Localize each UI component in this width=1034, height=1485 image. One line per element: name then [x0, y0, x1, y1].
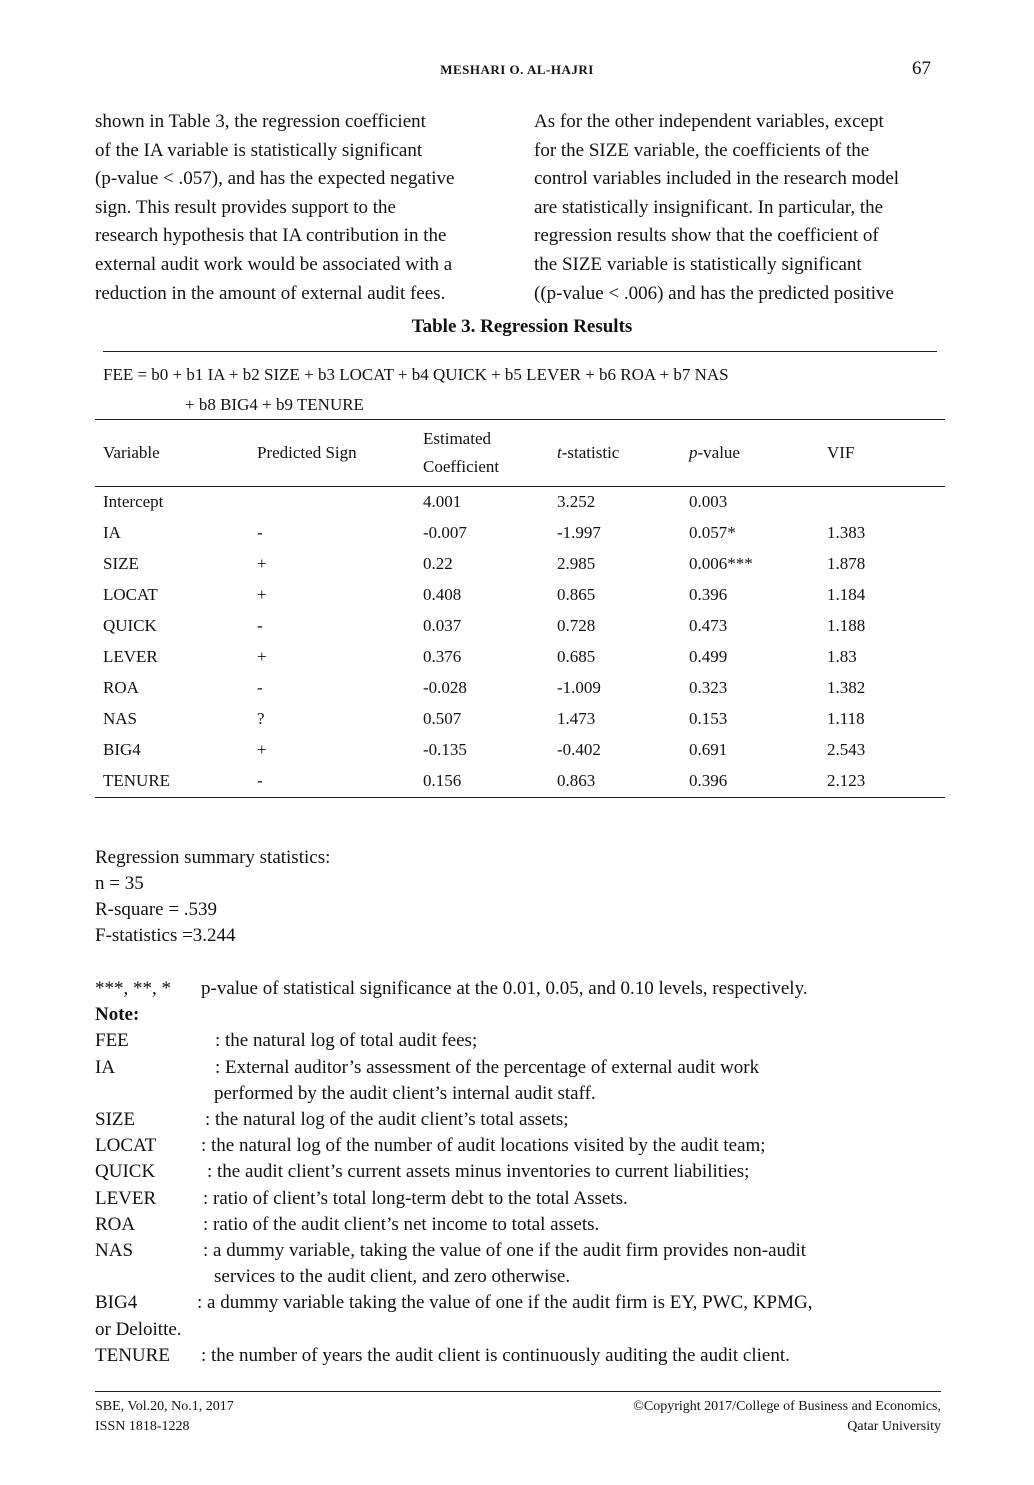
- header-p-italic: p: [689, 443, 698, 462]
- text-line: the SIZE variable is statistically significant: [534, 253, 862, 275]
- text-line: As for the other independent variables, except: [534, 111, 884, 132]
- cell-vif: 1.382: [827, 678, 866, 698]
- footer-journal-info: [95, 1397, 234, 1437]
- header-t-italic: t: [557, 443, 562, 462]
- text-line: of the IA variable is statistically significant: [95, 139, 423, 161]
- cell-predicted-sign: ?: [257, 709, 265, 729]
- cell-variable: SIZE: [103, 553, 139, 573]
- summary-f-statistics: F-statistics =3.244: [95, 925, 236, 946]
- cell-variable: NAS: [103, 709, 138, 729]
- cell-predicted-sign: -: [257, 615, 263, 635]
- cell-vif: 1.184: [827, 584, 866, 604]
- note-definition: : the number of years the audit client is continuously auditing the audit client.: [201, 1344, 790, 1366]
- running-header-author: MESHARI O. AL-HAJRI: [440, 62, 594, 77]
- text-line: for the SIZE variable, the coefficients of the: [534, 139, 870, 161]
- note-definition: : ratio of client’s total long-term debt to the total Assets.: [203, 1187, 628, 1209]
- cell-t-statistic: 1.473: [557, 709, 596, 729]
- cell-p-value: 0.003: [689, 491, 728, 511]
- cell-predicted-sign: [249, 486, 415, 517]
- cell-coefficient: 0.156: [423, 771, 462, 791]
- body-text-left-column: [95, 108, 503, 308]
- cell-predicted-sign: +: [257, 553, 267, 573]
- cell-coefficient: 0.507: [423, 709, 462, 729]
- footer-issn: ISSN 1818-1228: [95, 1419, 190, 1434]
- cell-vif: 1.383: [827, 522, 866, 542]
- cell-vif: 2.123: [827, 771, 866, 791]
- cell-coefficient: 0.037: [423, 615, 462, 635]
- note-definition: : the natural log of total audit fees;: [215, 1030, 478, 1052]
- cell-p-value: 0.006***: [689, 553, 753, 573]
- note-term: ROA: [95, 1213, 136, 1235]
- cell-coefficient: -0.028: [423, 678, 467, 698]
- note-item: [95, 1107, 955, 1133]
- note-definition-wrap: or Deloitte.: [95, 1318, 182, 1340]
- cell-vif: 1.878: [827, 553, 866, 573]
- note-term: FEE: [95, 1030, 129, 1052]
- header-estimated: Estimated: [423, 429, 491, 448]
- note-term: NAS: [95, 1240, 134, 1262]
- note-term: LEVER: [95, 1187, 157, 1209]
- cell-coefficient: 4.001: [423, 491, 462, 511]
- cell-vif: [819, 486, 945, 517]
- table-row: [95, 486, 945, 517]
- regression-summary: [95, 845, 330, 949]
- table-bottom-rule: [95, 797, 945, 798]
- note-term: BIG4: [95, 1292, 138, 1314]
- header-estimated-coefficient: [415, 420, 549, 486]
- footer-university: Qatar University: [847, 1419, 941, 1434]
- cell-p-value: 0.499: [689, 647, 728, 667]
- table-header-row: [95, 420, 945, 486]
- table-notes: [95, 976, 955, 1369]
- note-item: [95, 1212, 955, 1238]
- table-row: [95, 548, 945, 579]
- cell-vif: 1.188: [827, 615, 866, 635]
- footer-copyright-line: ©Copyright 2017/College of Business and Economics,: [633, 1399, 941, 1414]
- cell-p-value: 0.396: [689, 771, 728, 791]
- text-line: are statistically insignificant. In particular, the: [534, 196, 884, 218]
- model-line-1: FEE = b0 + b1 IA + b2 SIZE + b3 LOCAT + b4 QUICK + b5 LEVER + b6 ROA + b7 NAS: [103, 365, 729, 384]
- note-item: [95, 1028, 955, 1054]
- cell-coefficient: 0.408: [423, 584, 462, 604]
- cell-predicted-sign: +: [257, 647, 267, 667]
- cell-coefficient: 0.22: [423, 553, 453, 573]
- cell-variable: BIG4: [103, 740, 141, 760]
- note-item: [95, 1343, 955, 1369]
- cell-variable: TENURE: [103, 771, 171, 791]
- note-definition: : External auditor’s assessment of the percentage of external audit work: [215, 1056, 760, 1078]
- note-definition: : the natural log of the number of audit locations visited by the audit team;: [201, 1135, 766, 1157]
- cell-predicted-sign: -: [257, 678, 263, 698]
- note-item: [95, 1133, 955, 1159]
- note-definitions: [95, 1028, 955, 1369]
- cell-predicted-sign: +: [257, 740, 267, 760]
- note-term: IA: [95, 1056, 116, 1078]
- note-term: SIZE: [95, 1109, 136, 1131]
- summary-r-square: R-square = .539: [95, 899, 218, 920]
- header-vif: VIF: [827, 443, 855, 462]
- note-label: Note:: [95, 1004, 140, 1026]
- cell-variable: LOCAT: [103, 584, 158, 604]
- note-definition: : a dummy variable, taking the value of one if the audit firm provides non-audit: [203, 1240, 807, 1262]
- text-line: regression results show that the coefficient of: [534, 225, 879, 247]
- header-t-statistic: [549, 420, 681, 486]
- cell-vif: 1.83: [827, 647, 857, 667]
- text-line: sign. This result provides support to the: [95, 196, 396, 218]
- cell-p-value: 0.153: [689, 709, 728, 729]
- cell-predicted-sign: -: [257, 771, 263, 791]
- cell-vif: 2.543: [827, 740, 866, 760]
- note-item: [95, 1055, 955, 1081]
- cell-t-statistic: -0.402: [557, 740, 601, 760]
- table-top-rule: [103, 351, 937, 352]
- table-row: [95, 766, 945, 797]
- table-body: [95, 486, 945, 797]
- header-p-suffix: -value: [697, 443, 740, 462]
- cell-t-statistic: 0.685: [557, 647, 596, 667]
- model-line-2: + b8 BIG4 + b9 TENURE: [185, 395, 364, 414]
- footer-rule: [95, 1391, 941, 1392]
- footer-volume: SBE, Vol.20, No.1, 2017: [95, 1399, 234, 1414]
- header-variable: Variable: [103, 443, 160, 462]
- cell-coefficient: -0.007: [423, 522, 467, 542]
- cell-p-value: 0.396: [689, 584, 728, 604]
- cell-p-value: 0.323: [689, 678, 728, 698]
- cell-predicted-sign: +: [257, 584, 267, 604]
- cell-t-statistic: -1.997: [557, 522, 601, 542]
- cell-t-statistic: 3.252: [557, 491, 596, 511]
- text-line: shown in Table 3, the regression coefficient: [95, 111, 426, 132]
- text-line: (p-value < .057), and has the expected negative: [95, 168, 455, 190]
- table-row: [95, 673, 945, 704]
- significance-legend: [95, 976, 955, 1002]
- summary-n: n = 35: [95, 873, 144, 894]
- cell-t-statistic: 0.863: [557, 771, 596, 791]
- note-item: [95, 1186, 955, 1212]
- table-row: [95, 704, 945, 735]
- cell-vif: 1.118: [827, 709, 865, 729]
- note-item: [95, 1290, 955, 1316]
- note-definition: : the natural log of the audit client’s total assets;: [205, 1109, 569, 1131]
- cell-variable: IA: [103, 522, 121, 542]
- note-definition: : the audit client’s current assets minus inventories to current liabilities;: [207, 1161, 750, 1183]
- header-coefficient: Coefficient: [423, 457, 500, 476]
- significance-text: p-value of statistical significance at the 0.01, 0.05, and 0.10 levels, respectively.: [201, 978, 808, 999]
- note-term: TENURE: [95, 1344, 170, 1366]
- text-line: ((p-value < .006) and has the predicted positive: [534, 282, 894, 304]
- note-item: [95, 1159, 955, 1185]
- cell-coefficient: -0.135: [423, 740, 467, 760]
- cell-predicted-sign: -: [257, 522, 263, 542]
- footer-copyright: [540, 1397, 941, 1437]
- summary-heading: Regression summary statistics:: [95, 847, 331, 868]
- note-definition-continuation: performed by the audit client’s internal audit staff.: [214, 1082, 596, 1104]
- regression-model-equation: [103, 360, 729, 420]
- table-row: [95, 735, 945, 766]
- cell-p-value: 0.473: [689, 615, 728, 635]
- note-definition: : ratio of the audit client’s net income to total assets.: [203, 1213, 600, 1235]
- header-predicted-sign: Predicted Sign: [257, 443, 357, 462]
- table-title: Table 3. Regression Results: [411, 316, 633, 337]
- cell-coefficient: 0.376: [423, 647, 462, 667]
- text-line: external audit work would be associated with a: [95, 253, 453, 275]
- note-term: LOCAT: [95, 1135, 157, 1157]
- regression-results-table: [95, 420, 945, 797]
- table-row: [95, 579, 945, 610]
- note-definition-continuation: services to the audit client, and zero otherwise.: [214, 1266, 571, 1288]
- body-text-right-column: [534, 108, 942, 308]
- cell-t-statistic: -1.009: [557, 678, 601, 698]
- note-item: [95, 1238, 955, 1264]
- table-row: [95, 610, 945, 641]
- cell-variable: ROA: [103, 678, 139, 698]
- cell-p-value: 0.691: [689, 740, 728, 760]
- cell-t-statistic: 2.985: [557, 553, 596, 573]
- cell-t-statistic: 0.728: [557, 615, 596, 635]
- page-number: 67: [912, 58, 931, 79]
- cell-variable: Intercept: [103, 491, 164, 511]
- cell-p-value: 0.057*: [689, 522, 736, 542]
- note-definition: : a dummy variable taking the value of one if the audit firm is EY, PWC, KPMG,: [197, 1292, 813, 1314]
- cell-variable: LEVER: [103, 647, 158, 667]
- significance-stars: ***, **, *: [95, 978, 171, 999]
- text-line: research hypothesis that IA contribution in the: [95, 225, 447, 247]
- header-t-suffix: -statistic: [561, 443, 620, 462]
- text-line: control variables included in the research model: [534, 168, 900, 190]
- table-row: [95, 641, 945, 672]
- table-row: [95, 517, 945, 548]
- text-line: reduction in the amount of external audit fees.: [95, 282, 446, 304]
- cell-t-statistic: 0.865: [557, 584, 596, 604]
- note-term: QUICK: [95, 1161, 156, 1183]
- header-p-value: [681, 420, 819, 486]
- header-bottom-rule: [95, 486, 945, 487]
- cell-variable: QUICK: [103, 615, 157, 635]
